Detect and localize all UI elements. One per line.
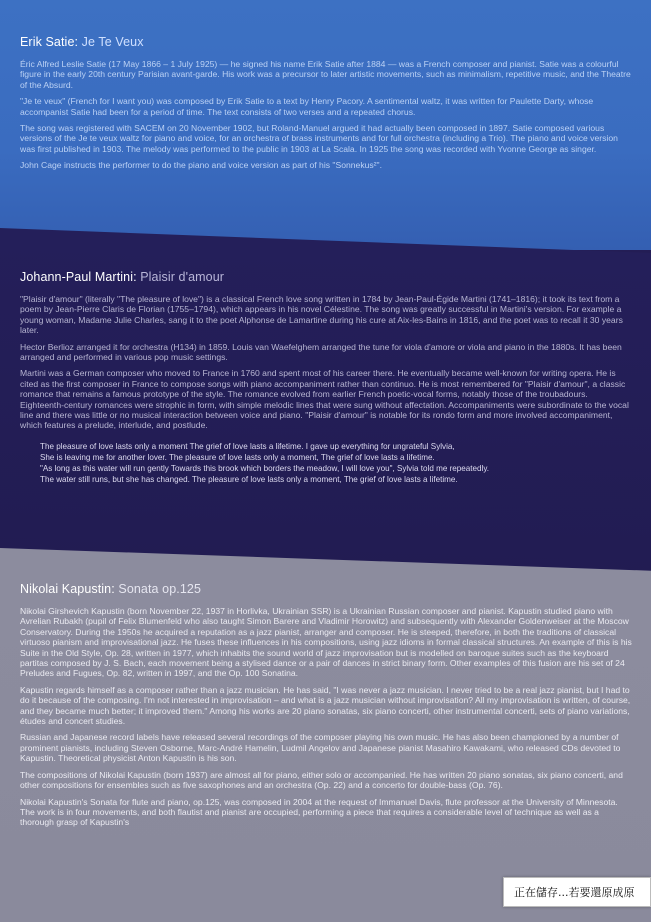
lyrics-line: She is leaving me for another lover. The pleasure of love lasts only a moment, The grief of love lasts a lifetime.: [40, 453, 435, 463]
section-heading: [20, 582, 632, 596]
lyrics-line: The water still runs, but she has changed. The pleasure of love lasts only a moment, The grief of love lasts a lifetime.: [40, 475, 458, 485]
paragraph: "Plaisir d'amour" (literally "The pleasure of love") is a classical French love song written in 1784 by Jean-Paul-Égide Martini (1741–1816); it took its text from a poem by Jean-Pierre Claris de Florian (1755–1794), which appears in his novel Célestine. The song was greatly successful in Martini's version. For example a young woman, Madame Julie Charles, sang it to the poet Alphonse de Lamartine during his cure at Aix-les-Bains in 1816, and the poet was to recall it 30 years later.: [20, 294, 623, 336]
section-heading: [20, 35, 632, 49]
paragraph: Nikolai Kapustin's Sonata for flute and piano, op.125, was composed in 2004 at the request of Immanuel Davis, flute professor at the University of Minnesota. The work is in four movements, and both flautist and pianist are occupied, performing a piece that requires a considerable level of technique as well as a thorough grasp of Kapustin's: [20, 796, 618, 828]
paragraph: Martini was a German composer who moved to France in 1760 and spent most of his career there. He eventually became well-known for writing opera. He is cited as the first composer in France to compose songs with piano accompaniment rather than continuo. He is most remembered for "Plaisir d'amour", a classic romance that remains a famous prototype of the style. The romance evolved from earlier French poetic-vocal forms, notably those of the troubadours. Eighteenth-century romances were strophic in form, with simple melodic lines that were sung without affectation. Accompaniments were subordinate to the vocal line and there was little or no musical interaction between voice and piano. "Plaisir d'amour" is notable for its rondo form and more involved accompaniment, which features a prelude, interlude, and postlude.: [20, 368, 629, 431]
lyrics-line: "As long as this water will run gently Towards this brook which borders the meadow, I will love you", Sylvia told me repeatedly.: [40, 464, 490, 474]
paragraph: The song was registered with SACEM on 20 November 1902, but Roland-Manuel argued it had actually been composed in 1897. Satie composed various versions of the Je te veux waltz for piano and voice, for an orchestra of brass instruments and for full orchestra (including a Trio). The piano and voice version was first published in 1903. The melody was performed to the public in 1903 at La Scala. In 1925 the song was recorded with Yvonne George as singer.: [20, 123, 618, 154]
section-martini: [20, 270, 632, 486]
composer-name: Erik Satie:: [20, 35, 79, 49]
composer-name: Nikolai Kapustin:: [20, 582, 115, 596]
paragraph: Éric Alfred Leslie Satie (17 May 1866 – 1 July 1925) — he signed his name Erik Satie after 1884 — was a French composer and pianist. Satie was a colourful figure in the early 20th century Parisian avant-garde. His work was a precursor to later artistic movements, such as minimalism, repetitive music, and the Theatre of the Absurd.: [20, 59, 631, 90]
lyrics-line: The pleasure of love lasts only a moment The grief of love lasts a lifetime. I gave up everything for ungrateful Sylvia,: [40, 441, 455, 451]
work-title: Je Te Veux: [81, 35, 144, 49]
work-title: Plaisir d'amour: [140, 270, 225, 284]
section-kapustin: [20, 582, 632, 834]
paragraph: Nikolai Girshevich Kapustin (born November 22, 1937 in Horlivka, Ukrainian SSR) is a Ukrainian Russian composer and pianist. Kapustin studied piano with Avrelian Rubakh (pupil of Felix Blumenfeld who also taught Simon Barere and Vladimir Horowitz) and subsequently with Alexander Goldenweiser at the Moscow Conservatory. During the 1950s he acquired a reputation as a jazz pianist, arranger and composer. He is steeped, therefore, in both the traditions of classical virtuoso pianism and improvisational jazz. He fuses these influences in his compositions, using jazz idioms in formal classical structures. An example of this is his Suite in the Old Style, Op. 28, written in 1977, which inhabits the sound world of jazz improvisation but is modelled on baroque suites such as the keyboard partitas composed by J. S. Bach, each movement being a stylised dance or a pair of dances in strict binary form. Other examples of this fusion are his set of 24 Preludes and Fugues, Op. 82, written in 1997, and the Op. 100 Sonatina.: [20, 606, 632, 679]
paragraph: Hector Berlioz arranged it for orchestra (H134) in 1859. Louis van Waefelghem arranged the tune for viola d'amore or viola and piano in the 1880s. It has been arranged and performed in various pop music settings.: [20, 341, 622, 363]
lyrics-block: [40, 441, 632, 486]
paragraph: Russian and Japanese record labels have released several recordings of the composer playing his own music. He has also been championed by a number of prominent pianists, including Steven Osborne, Marc-André Hamelin, Ludmil Angelov and Japanese pianist Masahiro Kawakami, who released CDs devoted to Kapustin. Theoretical physicist Anton Kapustin is his son.: [20, 732, 621, 764]
paragraph: "Je te veux" (French for I want you) was composed by Erik Satie to a text by Henry Pacory. A sentimental waltz, it was written for Paulette Darty, whose accompanist Satie had been for a period of time. The text consists of two verses and a repeated chorus.: [20, 96, 594, 117]
paragraph: John Cage instructs the performer to do the piano and voice version as part of his "Sonnekus²".: [20, 160, 382, 171]
paragraph: The compositions of Nikolai Kapustin (born 1937) are almost all for piano, either solo or accompanied. He has written 20 piano sonatas, six piano concerti, and other compositions for ensembles such as five saxophones and an orchestra (Op. 22) and a concerto for double-bass (Op. 76).: [20, 769, 623, 791]
section-satie: [20, 35, 632, 177]
composer-name: Johann-Paul Martini:: [20, 270, 137, 284]
work-title: Sonata op.125: [118, 582, 202, 596]
saving-toast[interactable]: 正在儲存...若要還原成原: [503, 877, 651, 907]
section-heading: [20, 270, 632, 284]
paragraph: Kapustin regards himself as a composer rather than a jazz musician. He has said, "I was never a jazz musician. I never tried to be a real jazz pianist, but I had to do it because of the composing. I'm not interested in improvisation – and what is a jazz musician without improvisation? All my improvisation is written, of course, and they became much better; it improved them." Among his works are 20 piano sonatas, six piano concerti, other instrumental concerti, sets of piano variations, études and concert studies.: [20, 684, 631, 727]
